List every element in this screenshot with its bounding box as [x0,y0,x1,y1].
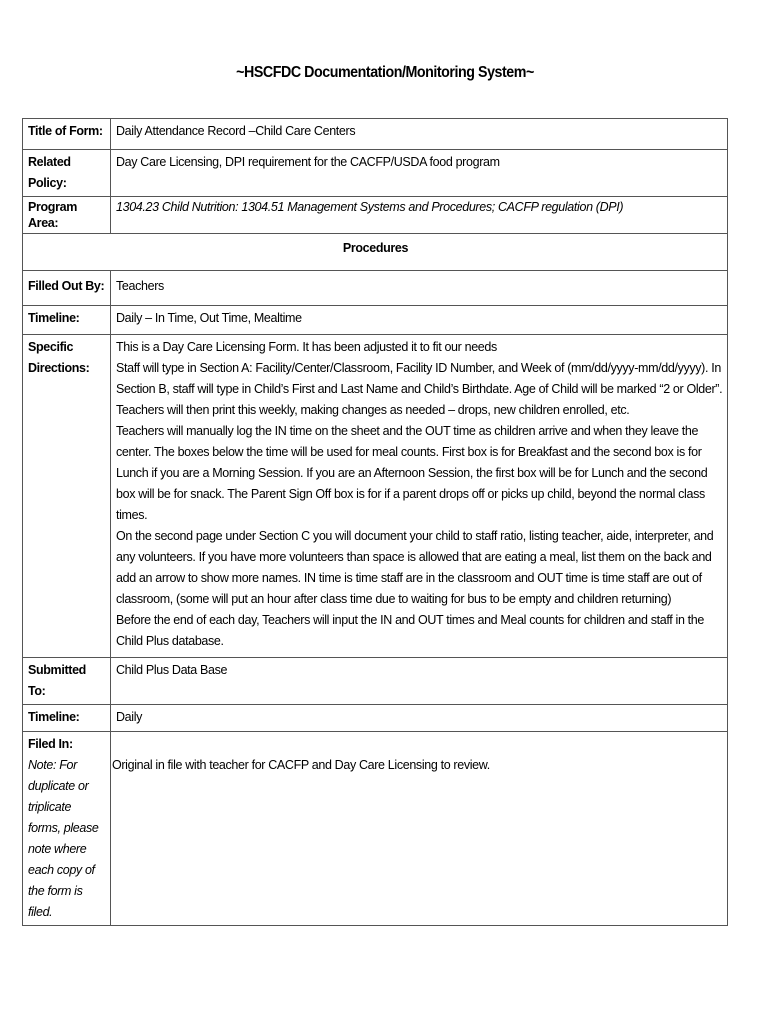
label-timeline-2: Timeline: [23,705,111,732]
filed-in-note: Note: For duplicate or triplicate forms, please note where each copy of the form is filed. [28,758,99,919]
value-timeline-2: Daily [111,705,728,732]
label-specific-directions [23,335,111,658]
label-specific: Specific [28,340,74,354]
label-title-of-form: Title of Form: [23,119,111,150]
value-related-policy: Day Care Licensing, DPI requirement for the CACFP/USDA food program [111,150,728,197]
directions-paragraph: Before the end of each day, Teachers will input the IN and OUT times and Meal counts for children and staff in the Child Plus database. [116,613,705,648]
directions-paragraph: This is a Day Care Licensing Form. It has been adjusted it to fit our needs [116,340,497,354]
value-filled-out-by: Teachers [111,271,728,306]
label-directions: Directions: [28,361,90,375]
value-program-area: 1304.23 Child Nutrition: 1304.51 Management Systems and Procedures; CACFP regulation (DPI) [111,197,728,234]
row-filled-out-by [23,271,728,306]
row-title-of-form [23,119,728,150]
row-timeline-1 [23,306,728,335]
value-specific-directions [111,335,728,658]
form-table [22,118,728,926]
procedures-heading: Procedures [23,234,728,271]
value-submitted-to: Child Plus Data Base [111,658,728,705]
value-filed-in: Original in file with teacher for CACFP and Day Care Licensing to review. [111,732,728,926]
value-timeline-1: Daily – In Time, Out Time, Mealtime [111,306,728,335]
row-filed-in [23,732,728,926]
row-program-area [23,197,728,234]
label-filled-out-by: Filled Out By: [23,271,111,306]
label-filed-in [23,732,111,926]
label-filed-in-title: Filed In: [28,737,73,751]
label-related-policy: Related Policy: [23,150,111,197]
directions-paragraph: Teachers will manually log the IN time on the sheet and the OUT time as children arrive and when they leave the center. The boxes below the time will be used for meal counts. First box is for Breakfast and the second box is for Lunch if you are a Morning Session. If you are an Afternoon Session, the first box will be for Lunch and the second box will be for snack. The Parent Sign Off box is for if a parent drops off or picks up child, beyond the normal class times. [116,424,708,522]
label-program-area: Program Area: [23,197,111,234]
row-related-policy [23,150,728,197]
label-timeline-1: Timeline: [23,306,111,335]
row-timeline-2 [23,705,728,732]
row-specific-directions [23,335,728,658]
value-title-of-form: Daily Attendance Record –Child Care Centers [111,119,728,150]
row-procedures [23,234,728,271]
row-submitted-to [23,658,728,705]
label-submitted-to: Submitted To: [23,658,111,705]
directions-paragraph: On the second page under Section C you will document your child to staff ratio, listing teacher, aide, interpreter, and any volunteers. If you have more volunteers than space is allowed that are eating a meal, list them on the back and add an arrow to show more names. IN time is time staff are in the classroom and OUT time is time staff are out of classroom, (some will put an hour after class time due to waiting for bus to be empty and children returning) [116,529,714,606]
directions-paragraph: Staff will type in Section A: Facility/Center/Classroom, Facility ID Number, and Week of (mm/dd/yyyy-mm/dd/yyyy). In Section B, staff will type in Child’s First and Last Name and Child’s Birthdate. Age of Child will be marked “2 or Older”. Teachers will then print this weekly, making changes as needed – drops, new children enrolled, etc. [116,361,723,417]
page-title: ~HSCFDC Documentation/Monitoring System~ [236,64,534,81]
